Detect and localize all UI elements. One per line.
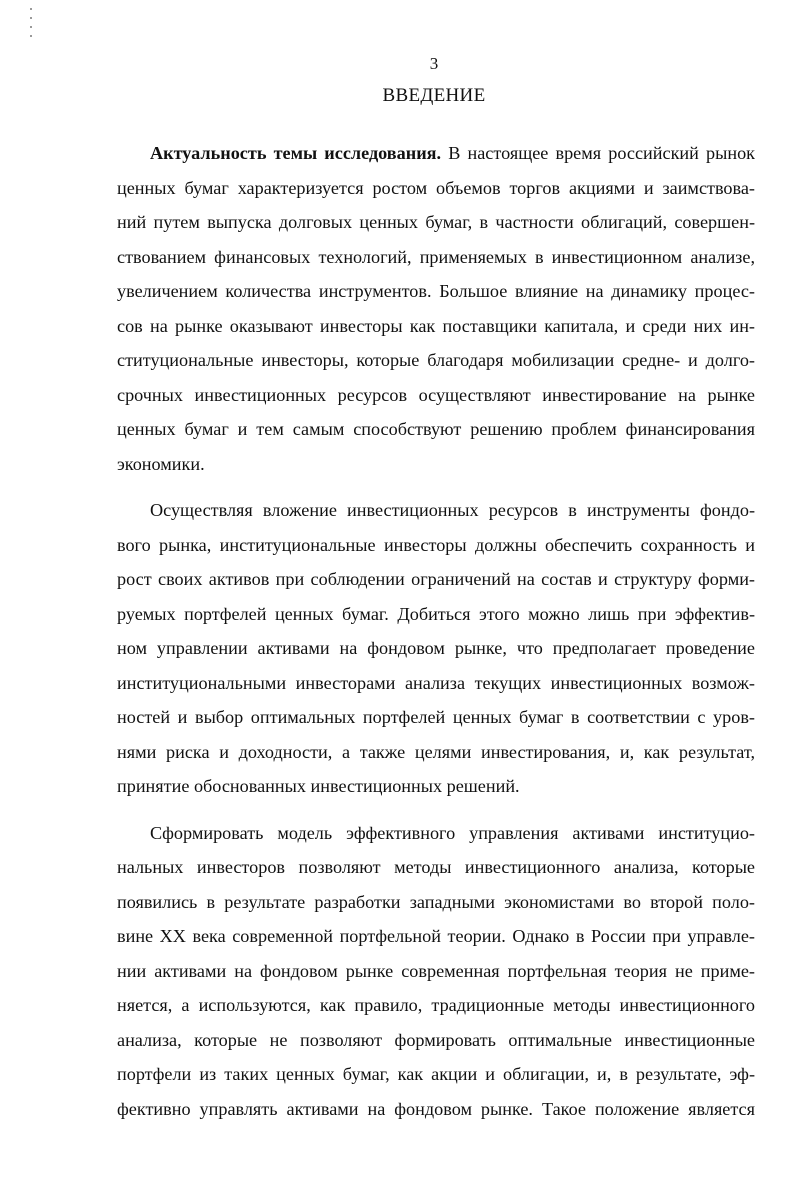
text-line: Сформировать модель эффективного управления активами институцио- [150,822,755,843]
paragraph-portfolio-theory [117,816,755,1127]
text-line: ценных бумаг характеризуется ростом объемов торгов акциями и заимствова- [117,177,755,198]
paragraph-relevance [117,136,755,481]
text-line: увеличением количества инструментов. Большое влияние на динамику процес- [117,281,755,301]
text-line: появились в результате разработки западными экономистами во второй поло- [117,891,755,912]
text-line: Осуществляя вложение инвестиционных ресурсов в инструменты фондо- [150,500,755,520]
text-line: фективно управлять активами на фондовом рынке. Такое положение является [117,1098,755,1119]
text-line: портфели из таких ценных бумаг, как акции и облигации, и, в результате, эф- [117,1064,755,1084]
text-line: ценных бумаг и тем самым способствуют решению проблем финансирования [117,419,755,439]
text-line: няется, а используются, как правило, традиционные методы инвестиционного [117,995,755,1015]
text-line: институциональными инвесторами анализа текущих инвестиционных возмож- [117,672,755,693]
text-line: принятие обоснованных инвестиционных решений. [117,776,520,796]
text-line: вине XX века современной портфельной теории. Однако в России при управле- [117,926,755,946]
body-text [117,136,755,1126]
paragraph-investment [117,493,755,804]
margin-scan-mark [30,8,33,52]
text-line: срочных инвестиционных ресурсов осуществляют инвестирование на рынке [117,384,755,405]
text-line: Актуальность темы исследования. В настоящее время российский рынок [150,143,755,163]
text-line: вого рынка, институциональные инвесторы должны обеспечить сохранность и [117,534,755,555]
text-line: анализа, которые не позволяют формировать оптимальные инвестиционные [117,1029,755,1050]
text-line: ствованием финансовых технологий, применяемых в инвестиционном анализе, [117,246,755,267]
text-line: экономики. [117,453,205,474]
text-line: ном управлении активами на фондовом рынке, что предполагает проведение [117,638,755,658]
text-line: ституциональные инвесторы, которые благодаря мобилизации средне- и долго- [117,350,755,370]
text-line: нальных инвесторов позволяют методы инвестиционного анализа, которые [117,857,755,877]
page-number: 3 [429,54,439,73]
text-line: нии активами на фондовом рынке современная портфельная теория не приме- [117,960,755,981]
text-line: руемых портфелей ценных бумаг. Добиться этого можно лишь при эффектив- [117,603,755,624]
paragraph-lead: Актуальность темы исследования. [150,143,442,163]
text-line: сов на рынке оказывают инвесторы как поставщики капитала, и среди них ин- [117,315,755,336]
text-line: рост своих активов при соблюдении ограничений на состав и структуру форми- [117,569,755,589]
text-line: ностей и выбор оптимальных портфелей ценных бумаг в соответствии с уров- [117,707,755,727]
text-line: нями риска и доходности, а также целями инвестирования, и, как результат, [117,741,755,762]
text-line: ний путем выпуска долговых ценных бумаг, в частности облигаций, совершен- [117,212,755,232]
section-heading: ВВЕДЕНИЕ [382,85,486,106]
